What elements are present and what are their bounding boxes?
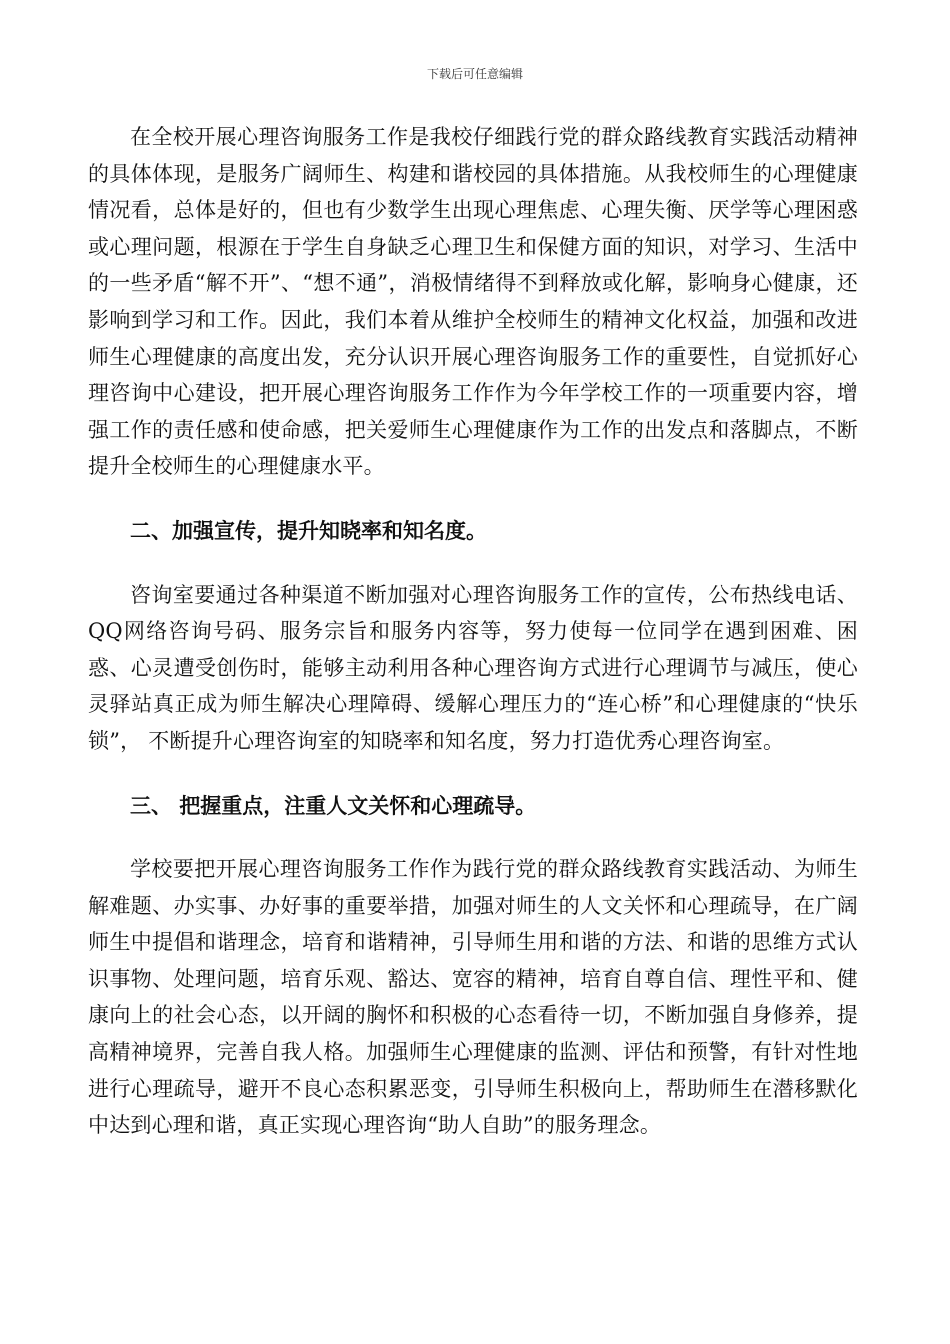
- section-heading-2: 二、加强宣传，提升知晓率和知名度。: [130, 518, 487, 543]
- document-body: [88, 119, 858, 1144]
- paragraph-focus: 学校要把开展心理咨询服务工作作为践行党的群众路线教育实践活动、为师生解难题、办实事、办好事的重要举措，加强对师生的人文关怀和心理疏导，在广阔师生中提倡和谐理念，培育和谐精神，引导师生用和谐的方法、和谐的思维方式认识事物、处理问题，培育乐观、豁达、宽容的精神，培育自尊自信、理性平和、健康向上的社会心态，以开阔的胸怀和积极的心态看待一切，不断加强自身修养，提高精神境界，完善自我人格。加强师生心理健康的监测、评估和预警，有针对性地进行心理疏导，避开不良心态积累恶变，引导师生积极向上，帮助师生在潜移默化中达到心理和谐，真正实现心理咨询“助人自助”的服务理念。: [88, 857, 858, 1138]
- paragraph-intro: 在全校开展心理咨询服务工作是我校仔细践行党的群众路线教育实践活动精神的具体体现，是服务广阔师生、构建和谐校园的具体措施。从我校师生的心理健康情况看，总体是好的，但也有少数学生出现心理焦虑、心理失衡、厌学等心理困惑或心理问题，根源在于学生自身缺乏心理卫生和保健方面的知识，对学习、生活中的一些矛盾“解不开”、“想不通”，消极情绪得不到释放或化解，影响身心健康，还影响到学习和工作。因此，我们本着从维护全校师生的精神文化权益，加强和改进师生心理健康的高度出发，充分认识开展心理咨询服务工作的重要性，自觉抓好心理咨询中心建设，把开展心理咨询服务工作作为今年学校工作的一项重要内容，增强工作的责任感和使命感，把关爱师生心理健康作为工作的出发点和落脚点，不断提升全校师生的心理健康水平。: [88, 125, 858, 479]
- paragraph-publicity: 咨询室要通过各种渠道不断加强对心理咨询服务工作的宣传，公布热线电话、QQ网络咨询号码、服务宗旨和服务内容等，努力使每一位同学在遇到困难、困惑、心灵遭受创伤时，能够主动利用各种心理咨询方式进行心理调节与减压，使心灵驿站真正成为师生解决心理障碍、缓解心理压力的“连心桥”和心理健康的“快乐锁”， 不断提升心理咨询室的知晓率和知名度，努力打造优秀心理咨询室。: [88, 582, 858, 753]
- page-header: 下载后可任意编辑: [426, 67, 523, 81]
- section-heading-3: 三、 把握重点，注重人文关怀和心理疏导。: [130, 793, 537, 818]
